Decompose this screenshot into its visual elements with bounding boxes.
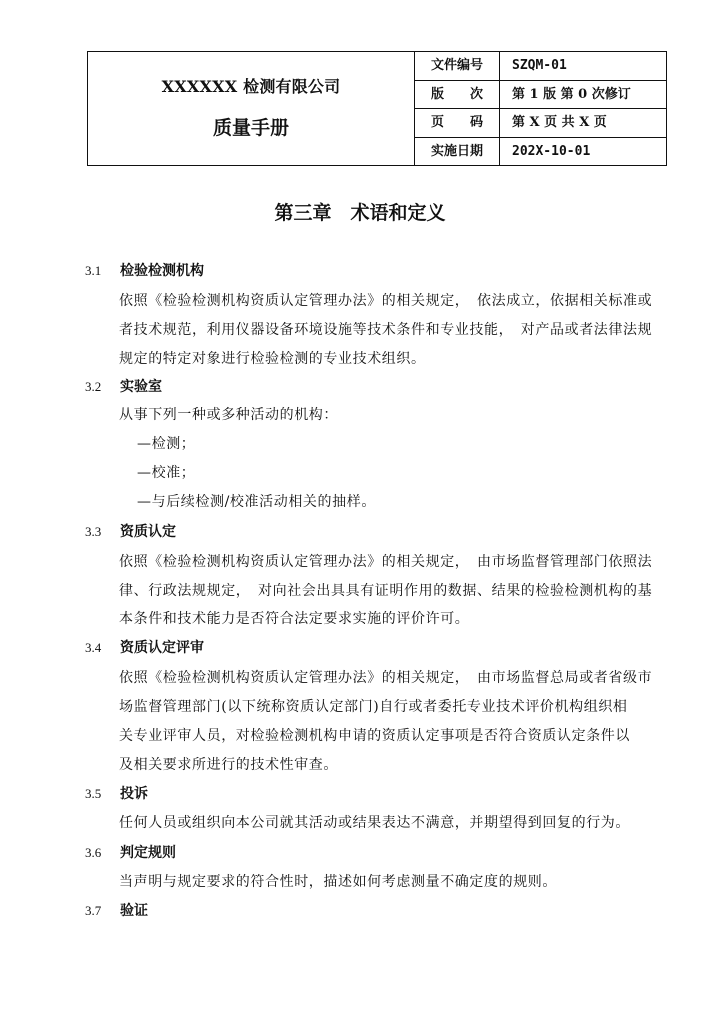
section-list-item: —与后续检测/校准活动相关的抽样。 xyxy=(137,494,376,510)
section-title: 检验检测机构 xyxy=(120,263,204,279)
section-body-line: 依照《检验检测机构资质认定管理办法》的相关规定， 由市场监督管理部门依照法 xyxy=(119,554,653,570)
edition-value: 第 1 版 第 0 次修订 xyxy=(500,80,667,109)
section-title: 实验室 xyxy=(120,379,162,395)
document-number-value: SZQM-01 xyxy=(500,52,667,81)
section-body-line: 场监督管理部门(以下统称资质认定部门)自行或者委托专业技术评价机构组织相 xyxy=(119,699,628,715)
section-title: 资质认定 xyxy=(120,524,176,540)
edition-label: 版 次 xyxy=(415,80,500,109)
page-label: 页 码 xyxy=(415,109,500,138)
effective-date-value: 202X-10-01 xyxy=(500,137,667,166)
section-body-line: 者技术规范，利用仪器设备环境设施等技术条件和专业技能， 对产品或者法律法规 xyxy=(119,322,653,338)
section-body-line: 依照《检验检测机构资质认定管理办法》的相关规定， 依法成立，依据相关标准或 xyxy=(119,293,653,309)
section-body-line: 任何人员或组织向本公司就其活动或结果表达不满意，并期望得到回复的行为。 xyxy=(119,815,630,831)
section-body-line: 依照《检验检测机构资质认定管理办法》的相关规定， 由市场监督总局或者省级市 xyxy=(119,670,653,686)
chapter-title: 第三章 术语和定义 xyxy=(274,202,446,224)
section-body-line: 关专业评审人员，对检验检测机构申请的资质认定事项是否符合资质认定条件以 xyxy=(119,728,630,744)
section-list-item: —检测； xyxy=(137,436,196,452)
section-title: 判定规则 xyxy=(120,845,176,861)
section-title: 验证 xyxy=(120,903,148,919)
section-body-line: 从事下列一种或多种活动的机构： xyxy=(119,407,338,423)
section-body-line: 律、行政法规规定， 对向社会出具具有证明作用的数据、结果的检验检测机构的基 xyxy=(119,583,653,599)
section-body-line: 规定的特定对象进行检验检测的专业技术组织。 xyxy=(119,351,426,367)
section-number: 3.6 xyxy=(85,845,102,860)
section-number: 3.4 xyxy=(85,640,102,655)
section-number: 3.7 xyxy=(85,903,102,918)
section-body-line: 及相关要求所进行的技术性审查。 xyxy=(119,757,338,773)
section-list-item: —校准； xyxy=(137,465,196,481)
section-title: 资质认定评审 xyxy=(120,640,204,656)
manual-title: 质量手册 xyxy=(212,117,289,139)
section-title: 投诉 xyxy=(120,786,148,802)
company-name: XXXXXX 检测有限公司 xyxy=(161,77,341,96)
section-body-line: 当声明与规定要求的符合性时，描述如何考虑测量不确定度的规则。 xyxy=(119,874,557,890)
company-title-cell xyxy=(88,52,415,166)
section-number: 3.1 xyxy=(85,263,102,278)
page-value: 第 X 页 共 X 页 xyxy=(500,109,667,138)
section-number: 3.5 xyxy=(85,786,102,801)
section-number: 3.3 xyxy=(85,524,102,539)
section-body-line: 本条件和技术能力是否符合法定要求实施的评价许可。 xyxy=(119,611,470,627)
section-number: 3.2 xyxy=(85,379,102,394)
document-header-table xyxy=(87,51,667,166)
effective-date-label: 实施日期 xyxy=(415,137,500,166)
document-number-label: 文件编号 xyxy=(415,52,500,81)
